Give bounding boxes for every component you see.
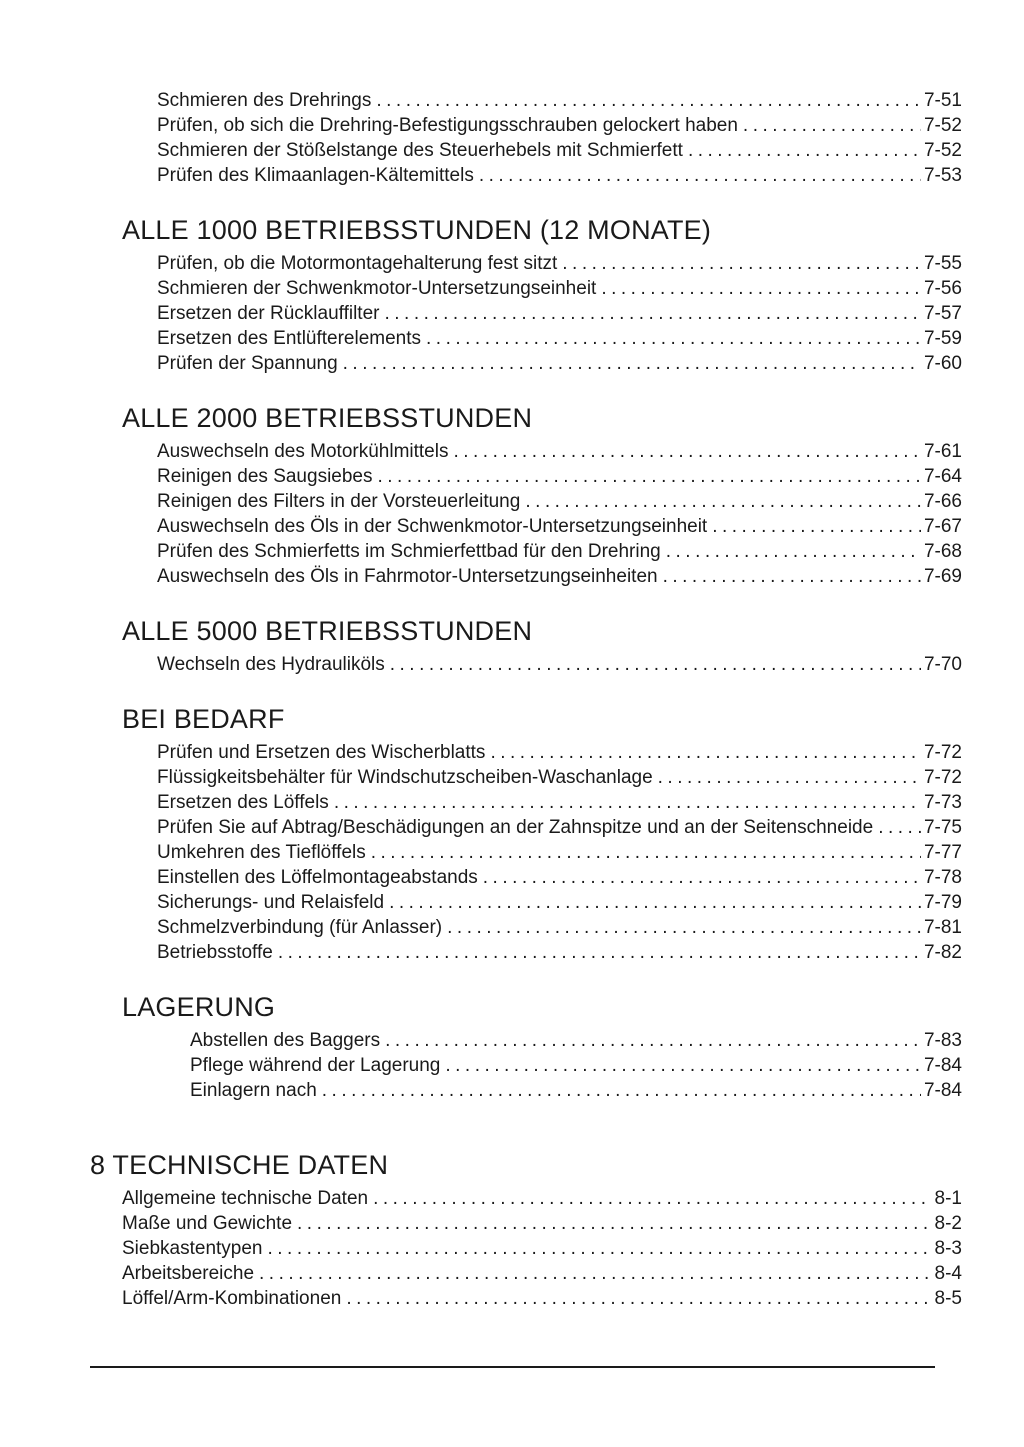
toc [90, 88, 962, 1311]
toc-entry [157, 865, 962, 890]
dot-leader [601, 276, 921, 301]
toc-entry-page-number: 7-82 [923, 942, 962, 963]
toc-entry-title: Prüfen, ob sich die Drehring-Befestigungsschrauben gelockert haben [157, 115, 738, 136]
toc-entry-title: Reinigen des Saugsiebes [157, 466, 373, 487]
toc-entry [157, 940, 962, 965]
toc-entry-page-number: 7-59 [923, 328, 962, 349]
toc-entry [157, 439, 962, 464]
toc-entry-title: Auswechseln des Öls in Fahrmotor-Untersetzungseinheiten [157, 566, 658, 587]
toc-entry-page-number: 7-52 [923, 140, 962, 161]
dot-leader [297, 1211, 932, 1236]
toc-section [90, 404, 962, 589]
dot-leader [562, 251, 921, 276]
toc-section [90, 705, 962, 965]
dot-leader [373, 1186, 931, 1211]
toc-entry-page-number: 7-51 [923, 90, 962, 111]
toc-entry-list [157, 439, 962, 589]
toc-entry-list [157, 652, 962, 677]
dot-leader [343, 351, 921, 376]
dot-leader [447, 915, 921, 940]
toc-entry [157, 88, 962, 113]
toc-entry-title: Prüfen Sie auf Abtrag/Beschädigungen an der Zahnspitze und an der Seitenschneide [157, 817, 874, 838]
toc-entry-list [157, 251, 962, 376]
toc-entry [122, 1261, 962, 1286]
toc-section [90, 993, 962, 1103]
toc-entry-page-number: 7-53 [923, 165, 962, 186]
toc-entry-page-number: 7-61 [923, 441, 962, 462]
toc-entry [157, 652, 962, 677]
toc-entry-page-number: 7-78 [923, 867, 962, 888]
toc-entry-page-number: 7-56 [923, 278, 962, 299]
toc-entry [157, 464, 962, 489]
toc-entry-title: Reinigen des Filters in der Vorsteuerleitung [157, 491, 521, 512]
dot-leader [334, 790, 921, 815]
section-heading: ALLE 1000 BETRIEBSSTUNDEN (12 MONATE) [122, 215, 712, 245]
toc-entry-list [157, 88, 962, 188]
toc-entry-title: Prüfen der Spannung [157, 353, 338, 374]
toc-section [90, 1151, 962, 1311]
toc-entry-title: Sicherungs- und Relaisfeld [157, 892, 385, 913]
dot-leader [268, 1236, 932, 1261]
dot-leader [479, 163, 921, 188]
toc-entry [157, 251, 962, 276]
toc-entry-title: Abstellen des Baggers [190, 1030, 381, 1051]
toc-entry [157, 564, 962, 589]
toc-entry [157, 790, 962, 815]
toc-entry-list [122, 1186, 962, 1311]
toc-entry-page-number: 7-57 [923, 303, 962, 324]
toc-entry [157, 815, 962, 840]
dot-leader [453, 439, 921, 464]
toc-section [90, 216, 962, 376]
toc-entry [157, 138, 962, 163]
toc-entry-page-number: 8-3 [934, 1238, 962, 1259]
toc-entry [157, 915, 962, 940]
toc-entry-page-number: 7-81 [923, 917, 962, 938]
dot-leader [371, 840, 921, 865]
dot-leader [878, 815, 921, 840]
toc-entry-page-number: 7-67 [923, 516, 962, 537]
toc-entry-title: Auswechseln des Motorkühlmittels [157, 441, 449, 462]
toc-entry-title: Ersetzen der Rücklauffilter [157, 303, 380, 324]
dot-leader [278, 940, 921, 965]
toc-entry [157, 351, 962, 376]
chapter-heading: 8 TECHNISCHE DATEN [90, 1150, 389, 1180]
dot-leader [663, 564, 921, 589]
toc-entry [157, 539, 962, 564]
dot-leader [384, 301, 920, 326]
toc-entry [157, 163, 962, 188]
toc-entry-title: Prüfen des Schmierfetts im Schmierfettbad für den Drehring [157, 541, 661, 562]
toc-entry-title: Betriebsstoffe [157, 942, 273, 963]
toc-entry [157, 301, 962, 326]
dot-leader [743, 113, 921, 138]
toc-entry-page-number: 7-60 [923, 353, 962, 374]
toc-entry-title: Ersetzen des Entlüfterelements [157, 328, 422, 349]
toc-section [90, 88, 962, 188]
dot-leader [346, 1286, 931, 1311]
dot-leader [376, 88, 921, 113]
toc-entry [122, 1186, 962, 1211]
toc-entry-title: Arbeitsbereiche [122, 1263, 255, 1284]
toc-entry-page-number: 7-73 [923, 792, 962, 813]
toc-entry-title: Siebkastentypen [122, 1238, 263, 1259]
toc-entry [122, 1211, 962, 1236]
toc-entry-page-number: 8-4 [934, 1263, 962, 1284]
toc-entry-title: Umkehren des Tieflöffels [157, 842, 366, 863]
toc-entry-title: Flüssigkeitsbehälter für Windschutzscheiben-Waschanlage [157, 767, 653, 788]
toc-entry-title: Maße und Gewichte [122, 1213, 293, 1234]
dot-leader [490, 740, 921, 765]
toc-entry-title: Prüfen, ob die Motormontagehalterung fest sitzt [157, 253, 558, 274]
toc-entry [157, 890, 962, 915]
toc-entry [157, 840, 962, 865]
toc-entry-page-number: 7-68 [923, 541, 962, 562]
dot-leader [525, 489, 921, 514]
dot-leader [445, 1053, 921, 1078]
toc-entry-page-number: 7-83 [923, 1030, 962, 1051]
toc-entry-title: Pflege während der Lagerung [190, 1055, 441, 1076]
section-heading: ALLE 2000 BETRIEBSSTUNDEN [122, 403, 533, 433]
toc-entry [157, 113, 962, 138]
toc-entry-page-number: 8-2 [934, 1213, 962, 1234]
dot-leader [390, 652, 921, 677]
dot-leader [426, 326, 921, 351]
dot-leader [666, 539, 921, 564]
dot-leader [483, 865, 921, 890]
toc-entry-page-number: 8-1 [934, 1188, 962, 1209]
dot-leader [385, 1028, 921, 1053]
toc-entry-title: Schmelzverbindung (für Anlasser) [157, 917, 443, 938]
toc-entry-page-number: 7-72 [923, 742, 962, 763]
toc-entry [157, 765, 962, 790]
toc-entry-page-number: 8-5 [934, 1288, 962, 1309]
toc-section [90, 617, 962, 677]
section-heading: BEI BEDARF [122, 704, 285, 734]
toc-entry-page-number: 7-75 [923, 817, 962, 838]
toc-entry-page-number: 7-77 [923, 842, 962, 863]
toc-entry [190, 1053, 962, 1078]
toc-entry-page-number: 7-84 [923, 1080, 962, 1101]
toc-entry [190, 1078, 962, 1103]
toc-entry-page-number: 7-79 [923, 892, 962, 913]
toc-entry-page-number: 7-72 [923, 767, 962, 788]
section-heading: ALLE 5000 BETRIEBSSTUNDEN [122, 616, 533, 646]
toc-entry [157, 326, 962, 351]
dot-leader [688, 138, 921, 163]
toc-entry-title: Auswechseln des Öls in der Schwenkmotor-Untersetzungseinheit [157, 516, 708, 537]
dot-leader [658, 765, 921, 790]
toc-entry [157, 276, 962, 301]
toc-entry-title: Prüfen des Klimaanlagen-Kältemittels [157, 165, 474, 186]
footer-rule [90, 1366, 935, 1368]
toc-entry-title: Einstellen des Löffelmontageabstands [157, 867, 478, 888]
toc-entry-page-number: 7-69 [923, 566, 962, 587]
dot-leader [322, 1078, 921, 1103]
toc-entry-page-number: 7-55 [923, 253, 962, 274]
toc-entry-title: Allgemeine technische Daten [122, 1188, 369, 1209]
toc-entry-title: Ersetzen des Löffels [157, 792, 329, 813]
section-heading: LAGERUNG [122, 992, 276, 1022]
toc-entry-page-number: 7-52 [923, 115, 962, 136]
toc-entry-title: Prüfen und Ersetzen des Wischerblatts [157, 742, 486, 763]
toc-entry-page-number: 7-64 [923, 466, 962, 487]
toc-entry [122, 1236, 962, 1261]
toc-entry-title: Schmieren der Stößelstange des Steuerhebels mit Schmierfett [157, 140, 683, 161]
dot-leader [389, 890, 921, 915]
toc-entry [122, 1286, 962, 1311]
toc-entry-title: Löffel/Arm-Kombinationen [122, 1288, 342, 1309]
toc-entry-title: Einlagern nach [190, 1080, 317, 1101]
toc-entry [157, 489, 962, 514]
toc-entry [190, 1028, 962, 1053]
toc-entry-title: Schmieren der Schwenkmotor-Untersetzungseinheit [157, 278, 597, 299]
dot-leader [712, 514, 921, 539]
toc-entry-title: Schmieren des Drehrings [157, 90, 372, 111]
toc-entry-page-number: 7-70 [923, 654, 962, 675]
toc-entry-title: Wechseln des Hydrauliköls [157, 654, 385, 675]
toc-entry-list [157, 740, 962, 965]
toc-entry-list [190, 1028, 962, 1103]
dot-leader [378, 464, 921, 489]
toc-entry-page-number: 7-84 [923, 1055, 962, 1076]
toc-entry-page-number: 7-66 [923, 491, 962, 512]
dot-leader [259, 1261, 932, 1286]
toc-entry [157, 740, 962, 765]
toc-entry [157, 514, 962, 539]
